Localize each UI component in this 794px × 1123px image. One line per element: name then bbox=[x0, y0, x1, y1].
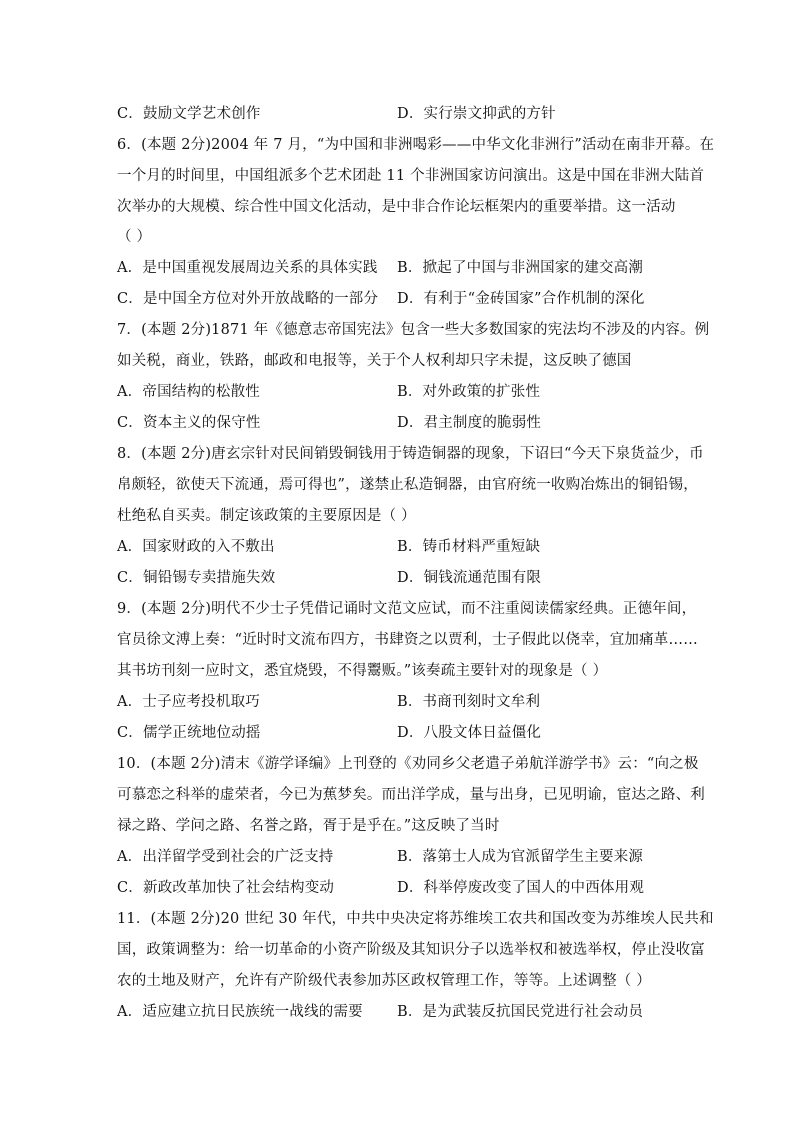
q11-stem-line-1: 11．(本题 2分)20 世纪 30 年代，中共中央决定将苏维埃工农共和国改变为苏维埃人民共和 bbox=[117, 911, 714, 927]
q7-stem-line-2: 如关税，商业，铁路，邮政和电报等，关于个人权利却只字未提，这反映了德国 bbox=[117, 353, 632, 369]
q8-stem-line-3: 杜绝私自买卖。制定该政策的主要原因是（ ） bbox=[117, 508, 416, 524]
q7-option-d: D．君主制度的脆弱性 bbox=[397, 415, 542, 431]
q9-options-row-ab bbox=[117, 692, 677, 712]
q10-stem-line-2: 可慕恋之科举的虚荣者，今已为蕉梦矣。而出洋学成，量与出身，已见明谕，宦达之路、利 bbox=[117, 787, 705, 803]
q6-option-b: B．掀起了中国与非洲国家的建交高潮 bbox=[397, 260, 644, 276]
q6-option-a: A．是中国重视发展周边关系的具体实践 bbox=[117, 260, 378, 276]
q6-stem-line-1: 6．(本题 2分)2004 年 7 月，“为中国和非洲喝彩——中华文化非洲行”活动在南非开幕。在 bbox=[117, 137, 715, 153]
q6-options-row-cd bbox=[117, 289, 677, 309]
q10-stem-line-3: 禄之路、学问之路、名誉之路，胥于是乎在。”这反映了当时 bbox=[117, 818, 500, 834]
q8-stem-line-2: 帛颇轻，欲使天下流通，焉可得也”，遂禁止私造铜器，由官府统一收购冶炼出的铜铅锡， bbox=[117, 477, 698, 493]
q9-stem-line-2: 官员徐文溥上奏：“近时时文流布四方，书肆资之以贾利，士子假此以侥幸，宜加痛革…… bbox=[117, 632, 698, 648]
q10-option-c: C．新政改革加快了社会结构变动 bbox=[117, 880, 335, 896]
q6-stem-line-3: 次举办的大规模、综合性中国文化活动，是中非合作论坛框架内的重要举措。这一活动 bbox=[117, 199, 676, 215]
q7-option-b: B．对外政策的扩张性 bbox=[397, 384, 541, 400]
q9-stem-line-1: 9．(本题 2分)明代不少士子凭借记诵时文范文应试，而不注重阅读儒家经典。正德年间， bbox=[117, 601, 697, 617]
q11-stem-line-3: 农的土地及财产，允许有产阶级代表参加苏区政权管理工作，等等。上述调整（ ） bbox=[117, 973, 652, 989]
q11-option-b: B．是为武装反抗国民党进行社会动员 bbox=[397, 1004, 644, 1020]
q8-options-row-cd bbox=[117, 568, 677, 588]
q9-option-b: B．书商刊刻时文牟利 bbox=[397, 694, 541, 710]
q8-option-b: B．铸币材料严重短缺 bbox=[397, 539, 541, 555]
q9-options-row-cd bbox=[117, 723, 677, 743]
q5-option-d: D．实行崇文抑武的方针 bbox=[397, 106, 556, 122]
q10-stem-line-1: 10．(本题 2分)清末《游学译编》上刊登的《劝同乡父老遣子弟航洋游学书》云：“向之极 bbox=[117, 756, 699, 772]
q8-option-d: D．铜钱流通范围有限 bbox=[397, 570, 542, 586]
q7-option-a: A．帝国结构的松散性 bbox=[117, 384, 260, 400]
q8-stem-line-1: 8．(本题 2分)唐玄宗针对民间销毁铜钱用于铸造铜器的现象，下诏曰“今天下泉货益少，币 bbox=[117, 446, 704, 462]
q9-option-c: C．儒学正统地位动摇 bbox=[117, 725, 261, 741]
q10-option-d: D．科举停废改变了国人的中西体用观 bbox=[397, 880, 645, 896]
q8-option-c: C．铜铅锡专卖措施失效 bbox=[117, 570, 276, 586]
q9-stem-line-3: 其书坊刊刻一应时文，悉宜烧毁，不得鬻贩。”该奏疏主要针对的现象是（ ） bbox=[117, 663, 608, 679]
q7-stem-line-1: 7．(本题 2分)1871 年《德意志帝国宪法》包含一些大多数国家的宪法均不涉及的内容。例 bbox=[117, 322, 710, 338]
q11-options-row-ab bbox=[117, 1002, 677, 1022]
q6-option-d: D．有利于“金砖国家”合作机制的深化 bbox=[397, 291, 645, 307]
q11-option-a: A．适应建立抗日民族统一战线的需要 bbox=[117, 1004, 363, 1020]
q10-option-a: A．出洋留学受到社会的广泛支持 bbox=[117, 849, 334, 865]
q5-option-c: C．鼓励文学艺术创作 bbox=[117, 106, 261, 122]
q7-options-row-ab bbox=[117, 382, 677, 402]
q8-options-row-ab bbox=[117, 537, 677, 557]
q6-answer-bracket: （ ） bbox=[117, 229, 152, 245]
q10-option-b: B．落第士人成为官派留学生主要来源 bbox=[397, 849, 644, 865]
q9-option-a: A．士子应考投机取巧 bbox=[117, 694, 260, 710]
q9-option-d: D．八股文体日益僵化 bbox=[397, 725, 542, 741]
q8-option-a: A．国家财政的入不敷出 bbox=[117, 539, 275, 555]
q10-options-row-ab bbox=[117, 847, 677, 867]
q7-options-row-cd bbox=[117, 413, 677, 433]
q6-options-row-ab bbox=[117, 258, 677, 278]
q10-options-row-cd bbox=[117, 878, 677, 898]
q6-option-c: C．是中国全方位对外开放战略的一部分 bbox=[117, 291, 379, 307]
q11-stem-line-2: 国，政策调整为：给一切革命的小资产阶级及其知识分子以选举权和被选举权，停止没收富 bbox=[117, 942, 705, 958]
q5-options-row-cd bbox=[117, 104, 677, 124]
q7-option-c: C．资本主义的保守性 bbox=[117, 415, 261, 431]
q6-stem-line-2: 一个月的时间里，中国组派多个艺术团赴 11 个非洲国家访问演出。这是中国在非洲大陆首 bbox=[117, 168, 705, 184]
